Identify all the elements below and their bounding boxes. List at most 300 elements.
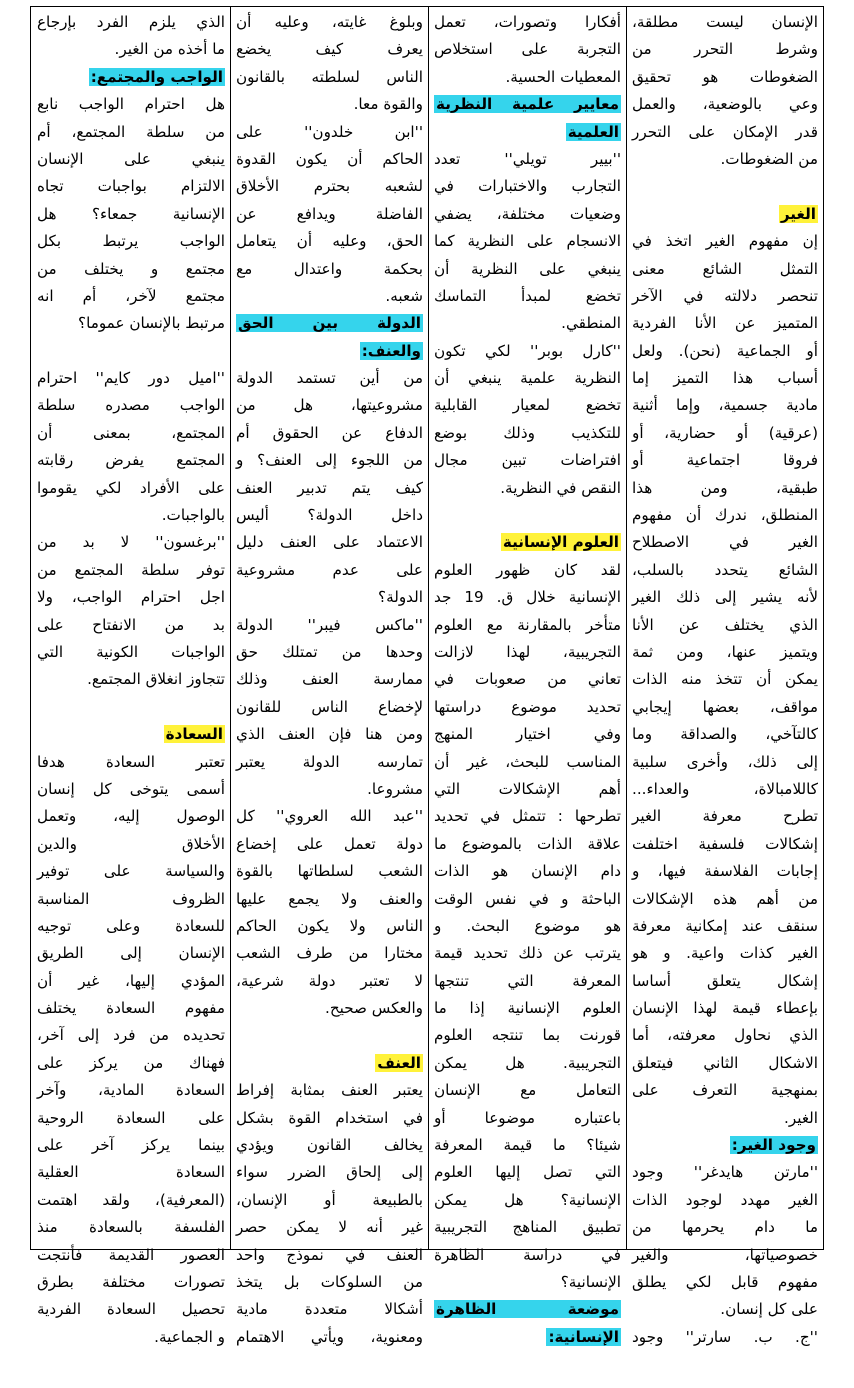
line-text: المنطلق، ندرك أن مفهوم (632, 506, 818, 525)
text-line (236, 1214, 423, 1241)
text-line (434, 475, 621, 502)
text-line (434, 119, 621, 146)
text-line (37, 256, 225, 283)
text-line (434, 612, 621, 639)
text-line (37, 612, 225, 639)
text-line (236, 1077, 423, 1104)
line-text: السعادة العقلية (37, 1163, 225, 1182)
line-text: النقص في النظرية. (500, 478, 621, 497)
line-text: ومعنوية، ويأتي الاهتمام (236, 1327, 423, 1346)
text-line (632, 721, 818, 748)
line-text: وحدها من تمتلك حق (236, 642, 423, 661)
line-text: ''ماكس فيبر'' الدولة (236, 615, 423, 634)
line-text: يترتب عن ذلك تحديد قيمة (434, 944, 621, 963)
column-2 (428, 7, 626, 1346)
line-text: المعطيات الحسية. (505, 67, 621, 86)
text-line (37, 1132, 225, 1159)
text-line (632, 310, 818, 337)
line-text: إشكال يتعلق أساسا (632, 971, 818, 990)
line-text: باعتباره موضوعا أو (434, 1108, 621, 1127)
text-line (37, 173, 225, 200)
blank-line (632, 173, 818, 200)
line-text: العلوم الإنسانية إذا ما (434, 999, 621, 1018)
text-line (632, 995, 818, 1022)
text-line (236, 1187, 423, 1214)
text-line (632, 749, 818, 776)
line-text: قدر الإمكان على التحرر (632, 122, 818, 141)
text-line (434, 201, 621, 228)
text-line (434, 886, 621, 913)
line-text: مفهوم قابل لكي يطلق (632, 1272, 818, 1291)
text-line (434, 557, 621, 584)
blank-line (37, 338, 225, 365)
text-line (434, 1187, 621, 1214)
text-line (37, 831, 225, 858)
text-line (236, 1242, 423, 1269)
line-text: الشعب لسلطاتها بالقوة (236, 862, 423, 881)
text-line (236, 776, 423, 803)
text-line (434, 365, 621, 392)
text-line (236, 310, 423, 337)
text-line (434, 1022, 621, 1049)
line-text: الذي يلزم الفرد بإرجاع (37, 13, 225, 31)
text-line (632, 119, 818, 146)
text-line (434, 420, 621, 447)
line-text: الباحثة و في نفس الوقت (434, 889, 621, 908)
text-line (434, 995, 621, 1022)
text-line (632, 36, 818, 63)
line-text: لقد كان ظهور العلوم (434, 560, 621, 579)
text-line (632, 557, 818, 584)
text-line (236, 968, 423, 995)
section-heading: الواجب والمجتمع: (90, 67, 223, 86)
text-line (236, 612, 423, 639)
line-text: الإنسان إلى الطريق (37, 944, 225, 963)
line-text: المجتمع، بمعنى أن (37, 423, 225, 442)
text-line (37, 1296, 225, 1323)
text-line (37, 283, 225, 310)
text-line (434, 1050, 621, 1077)
document-sheet (30, 6, 824, 1346)
text-line (632, 1077, 818, 1104)
text-line (37, 201, 225, 228)
line-text: افتراضات تبين مجال (434, 451, 621, 470)
text-line (632, 283, 818, 310)
line-text: المتميز عن الأنا الفردية (632, 314, 818, 333)
text-line (236, 475, 423, 502)
text-line (632, 338, 818, 365)
section-heading: والعنف: (361, 341, 421, 360)
line-text: الغير كذات واعية. و هو (632, 944, 818, 963)
line-text: وفي اختيار المنهج (434, 725, 621, 744)
line-text: في استخدام القوة بشكل (236, 1108, 423, 1127)
text-line (236, 1105, 423, 1132)
section-heading: موضعة الظاهرة (436, 1300, 619, 1319)
text-line (37, 1187, 225, 1214)
line-text: خصوصياتها، والغير (632, 1245, 818, 1264)
line-text: المناسب للبحث، غير أن (434, 752, 621, 771)
text-line (37, 776, 225, 803)
line-text: للتكذيب وذلك بوضع (434, 423, 621, 442)
line-text: على عدم مشروعية (236, 560, 423, 579)
line-text: شيئا؟ ما قيمة المعرفة (434, 1136, 621, 1155)
text-line (434, 64, 621, 91)
line-text: العنف في نموذج واحد (236, 1245, 423, 1264)
line-text: الانسجام على النظرية كما (434, 232, 621, 251)
text-line (434, 146, 621, 173)
text-line (236, 420, 423, 447)
line-text: تتجاوز انغلاق المجتمع. (87, 670, 225, 689)
line-text: بحكمة واعتدال مع (236, 259, 423, 278)
line-text: أو الجماعية (نحن). ولعل (632, 341, 818, 360)
text-line (632, 475, 818, 502)
line-text: الغير مهدد لوجود الذات (632, 1190, 818, 1209)
line-text: الالتزام بواجبات تجاه (37, 177, 225, 196)
line-text: أسباب هذا التميز إما (632, 369, 818, 388)
text-line (37, 392, 225, 419)
text-line (37, 968, 225, 995)
text-line (37, 310, 225, 337)
text-line (236, 529, 423, 556)
line-text: تصورات مختلفة بطرق (37, 1272, 225, 1291)
line-text: وشرط التحرر من (632, 40, 818, 59)
text-line (434, 338, 621, 365)
line-text: في دراسة الظاهرة (434, 1245, 621, 1264)
text-line (632, 1296, 818, 1323)
text-line (37, 365, 225, 392)
text-line (632, 1187, 818, 1214)
line-text: أسمى يتوخى كل إنسان (37, 779, 225, 798)
line-text: الغير في الاصطلاح (632, 533, 818, 552)
line-text: ''ج. ب. سارتر'' وجود (632, 1327, 818, 1346)
text-line (236, 365, 423, 392)
text-line (236, 1296, 423, 1323)
text-line (236, 392, 423, 419)
line-text: من الضغوطات. (720, 149, 818, 168)
text-line (434, 256, 621, 283)
text-line (37, 1077, 225, 1104)
text-line (236, 858, 423, 885)
text-line (434, 639, 621, 666)
line-text: اجل احترام الواجب، ولا (37, 588, 225, 607)
text-line (37, 940, 225, 967)
line-text: المؤدي إليها، غير أن (37, 971, 225, 990)
text-line (632, 228, 818, 255)
section-heading: العلوم الإنسانية (502, 533, 619, 552)
line-text: علاقة الذات بالموضوع ما (434, 834, 621, 853)
text-line (236, 694, 423, 721)
line-text: تخضع لمعيار القابلية (434, 396, 621, 415)
line-text: مواقف، بعضها إيجابي (632, 697, 818, 716)
line-text: ممارسة العنف وذلك (236, 670, 423, 689)
line-text: الظروف المناسبة (37, 889, 225, 908)
line-text: التجريبية. هل يمكن (434, 1053, 621, 1072)
line-text: الإنسانية؟ (560, 1272, 621, 1291)
line-text: سنقف عند إمكانية معرفة (632, 916, 818, 935)
line-text: من سلطة المجتمع، أم (37, 122, 225, 141)
text-line (632, 9, 818, 36)
text-line (434, 1296, 621, 1323)
line-text: لا تعتبر دولة شرعية، (236, 971, 423, 990)
text-line (632, 1324, 818, 1351)
text-line (236, 338, 423, 365)
line-text: الفاضلة ويدافع عن (236, 204, 423, 223)
text-line (37, 1242, 225, 1269)
text-line (37, 995, 225, 1022)
text-line (236, 36, 423, 63)
text-line (236, 584, 423, 611)
line-text: من اللجوء إلى العنف؟ و (236, 451, 423, 470)
line-text: فهناك من يركز على (37, 1053, 225, 1072)
line-text: دولة تعمل على إخضاع (236, 834, 423, 853)
text-line (37, 721, 225, 748)
text-line (632, 201, 818, 228)
text-line (632, 447, 818, 474)
text-line (37, 666, 225, 693)
text-line (632, 968, 818, 995)
text-line (434, 228, 621, 255)
line-text: تحديده من فرد إلى آخر، (37, 1026, 225, 1045)
line-text: تعتبر السعادة هدفا (37, 752, 225, 771)
line-text: الإنسانية؟ هل يمكن (434, 1190, 621, 1209)
line-text: شعبه. (385, 286, 423, 305)
text-line (37, 858, 225, 885)
text-line (434, 749, 621, 776)
line-text: تطبيق المناهج التجريبية (434, 1218, 621, 1237)
text-line (632, 858, 818, 885)
text-line (37, 639, 225, 666)
line-text: الواجبات الكونية التي (37, 642, 225, 661)
line-text: الواجب يرتبط بكل (37, 232, 225, 251)
line-text: ويتميز عنها، ومن ثمة (632, 642, 818, 661)
section-heading: وجود الغير: (731, 1136, 816, 1155)
text-line (632, 420, 818, 447)
text-line (37, 584, 225, 611)
line-text: الناس لسلطته بالقانون (236, 67, 423, 86)
line-text: للسعادة وعلى توجيه (37, 916, 225, 935)
line-text: ''برغسون'' لا بد من (37, 533, 225, 552)
text-line (236, 913, 423, 940)
line-text: غير أنه لا يمكن حصر (236, 1218, 423, 1237)
text-line (37, 1269, 225, 1296)
text-line (632, 392, 818, 419)
line-text: مختارا من طرف الشعب (236, 944, 423, 963)
text-line (434, 36, 621, 63)
text-line (37, 146, 225, 173)
text-line (236, 1050, 423, 1077)
text-line (632, 64, 818, 91)
text-line (236, 502, 423, 529)
text-line (37, 119, 225, 146)
line-text: تحديد موضوع دراستها (434, 697, 621, 716)
text-line (434, 310, 621, 337)
line-text: إلى ذلك، وأخرى سلبية (632, 752, 818, 771)
text-line (37, 447, 225, 474)
text-line (434, 968, 621, 995)
text-line (236, 1159, 423, 1186)
line-text: ينبغي على الإنسان (37, 149, 225, 168)
text-line (434, 1105, 621, 1132)
text-line (37, 502, 225, 529)
text-line (236, 666, 423, 693)
text-line (632, 803, 818, 830)
line-text: بالواجبات. (161, 506, 225, 525)
line-text: إجابات الفلاسفة فيها، و (632, 862, 818, 881)
text-line (632, 1242, 818, 1269)
line-text: الحاكم أن يكون القدوة (236, 149, 423, 168)
section-heading: العلمية (567, 122, 619, 141)
line-text: تنحصر دلالته في الآخر (632, 286, 818, 305)
text-line (37, 475, 225, 502)
line-text: إلى إلحاق الضرر سواء (236, 1163, 423, 1182)
line-text: تحصيل السعادة الفردية (37, 1300, 225, 1319)
text-line (434, 392, 621, 419)
text-line (434, 940, 621, 967)
text-line (236, 119, 423, 146)
text-line (434, 831, 621, 858)
line-text: بإعطاء قيمة لهذا الإنسان (632, 999, 818, 1018)
line-text: كيف يتم تدبير العنف (236, 478, 423, 497)
text-line (434, 694, 621, 721)
text-line (37, 36, 225, 63)
line-text: تخضع لمبدأ التماسك (434, 286, 621, 305)
line-text: الدفاع عن الحقوق أم (236, 423, 423, 442)
line-text: ''ابن خلدون'' على (236, 122, 423, 141)
line-text: مرتبط بالإنسان عموما؟ (78, 314, 225, 333)
line-text: (عرقية) أو حضارية، أو (632, 423, 818, 442)
line-text: والسياسة على توفير (37, 862, 225, 881)
line-text: مجتمع و يختلف من (37, 259, 225, 278)
text-line (632, 256, 818, 283)
text-line (236, 721, 423, 748)
text-line (37, 557, 225, 584)
text-line (37, 1022, 225, 1049)
line-text: كالتآخي، والصداقة وما (632, 725, 818, 744)
line-text: الذي يختلف عن الأنا (632, 615, 818, 634)
column-3 (230, 7, 428, 1346)
text-line (632, 666, 818, 693)
text-line (236, 831, 423, 858)
line-text: الفلسفة بالسعادة منذ (37, 1218, 225, 1237)
line-text: مفهوم السعادة يختلف (37, 999, 225, 1018)
line-text: ومن هنا فإن العنف الذي (236, 725, 423, 744)
line-text: والعكس صحيح. (325, 999, 423, 1018)
text-line (236, 228, 423, 255)
line-text: فروقا اجتماعية أو (632, 451, 818, 470)
line-text: التمثل الشائع معنى (632, 259, 818, 278)
line-text: وعي بالوضعية، والعمل (632, 95, 818, 114)
text-line (434, 9, 621, 36)
line-text: الضغوطات هو تحقيق (632, 67, 818, 86)
line-text: مادية جسمية، وإما أثنية (632, 396, 818, 415)
line-text: الغير. (784, 1108, 818, 1127)
line-text: لشعبه بحترم الأخلاق (236, 177, 423, 196)
text-line (37, 228, 225, 255)
text-line (37, 1105, 225, 1132)
text-line (632, 639, 818, 666)
line-text: الذي نحاول معرفته، أما (632, 1026, 818, 1045)
line-text: يعتبر العنف بمثابة إفراط (236, 1081, 423, 1100)
text-line (434, 173, 621, 200)
text-line (434, 776, 621, 803)
text-line (434, 1242, 621, 1269)
text-line (632, 1132, 818, 1159)
line-text: كاللامبالاة، والعداء... (632, 779, 818, 798)
text-line (236, 886, 423, 913)
line-text: الأخلاق والدين (37, 834, 225, 853)
text-line (236, 639, 423, 666)
text-line (236, 256, 423, 283)
section-heading: العنف (377, 1053, 421, 1072)
text-line (632, 584, 818, 611)
blank-line (434, 502, 621, 529)
line-text: العصور القديمة فأنتجت (37, 1245, 225, 1264)
line-text: ''كارل بوبر'' لكي تكون (434, 341, 621, 360)
text-line (236, 201, 423, 228)
text-line (434, 1077, 621, 1104)
text-line (37, 1214, 225, 1241)
text-line (434, 803, 621, 830)
text-line (632, 529, 818, 556)
text-line (632, 940, 818, 967)
text-line (632, 612, 818, 639)
blank-line (37, 694, 225, 721)
text-line (434, 447, 621, 474)
text-line (632, 913, 818, 940)
line-text: المجتمع يفرض رقابته (37, 451, 225, 470)
text-line (37, 91, 225, 118)
section-heading: الإنسانية: (548, 1327, 619, 1346)
line-text: بينما يركز آخر على (37, 1136, 225, 1155)
line-text: على الأفراد لكي يقوموا (37, 478, 225, 497)
text-line (632, 146, 818, 173)
line-text: قورنت بما تنتجه العلوم (434, 1026, 621, 1045)
line-text: الاعتماد على العنف دليل (236, 533, 423, 552)
line-text: طبقية، ومن هذا (632, 478, 818, 497)
line-text: الإنسان ليست مطلقة، (632, 13, 818, 31)
line-text: تطرحها : تتمثل في تحديد (434, 807, 621, 826)
line-text: تطرح معرفة الغير (632, 807, 818, 826)
text-line (434, 721, 621, 748)
line-text: النظرية علمية ينبغي أن (434, 369, 621, 388)
line-text: التعامل مع الإنسان (434, 1081, 621, 1100)
text-line (434, 666, 621, 693)
text-line (37, 913, 225, 940)
text-line (632, 502, 818, 529)
text-line (37, 529, 225, 556)
line-text: داخل الدولة؟ أليس (236, 506, 423, 525)
line-text: متأخر بالمقارنة مع العلوم (434, 615, 621, 634)
line-text: المعرفة التي تنتجها (434, 971, 621, 990)
text-line (434, 91, 621, 118)
text-line (632, 1105, 818, 1132)
text-line (236, 940, 423, 967)
line-text: وبلوغ غايته، وعليه أن (236, 13, 423, 31)
text-line (632, 831, 818, 858)
line-text: الوصول إليه، وتعمل (37, 807, 225, 826)
text-line (37, 1159, 225, 1186)
text-line (236, 1132, 423, 1159)
text-line (37, 9, 225, 36)
line-text: أهم الإشكالات التي (434, 779, 621, 798)
line-text: هو موضوع البحث. و (434, 916, 621, 935)
text-line (37, 420, 225, 447)
text-line (434, 1269, 621, 1296)
text-line (434, 1159, 621, 1186)
line-text: السعادة المادية، وآخر (37, 1081, 225, 1100)
line-text: يمكن أن تتخذ منه الذات (632, 670, 818, 689)
text-line (632, 1214, 818, 1241)
